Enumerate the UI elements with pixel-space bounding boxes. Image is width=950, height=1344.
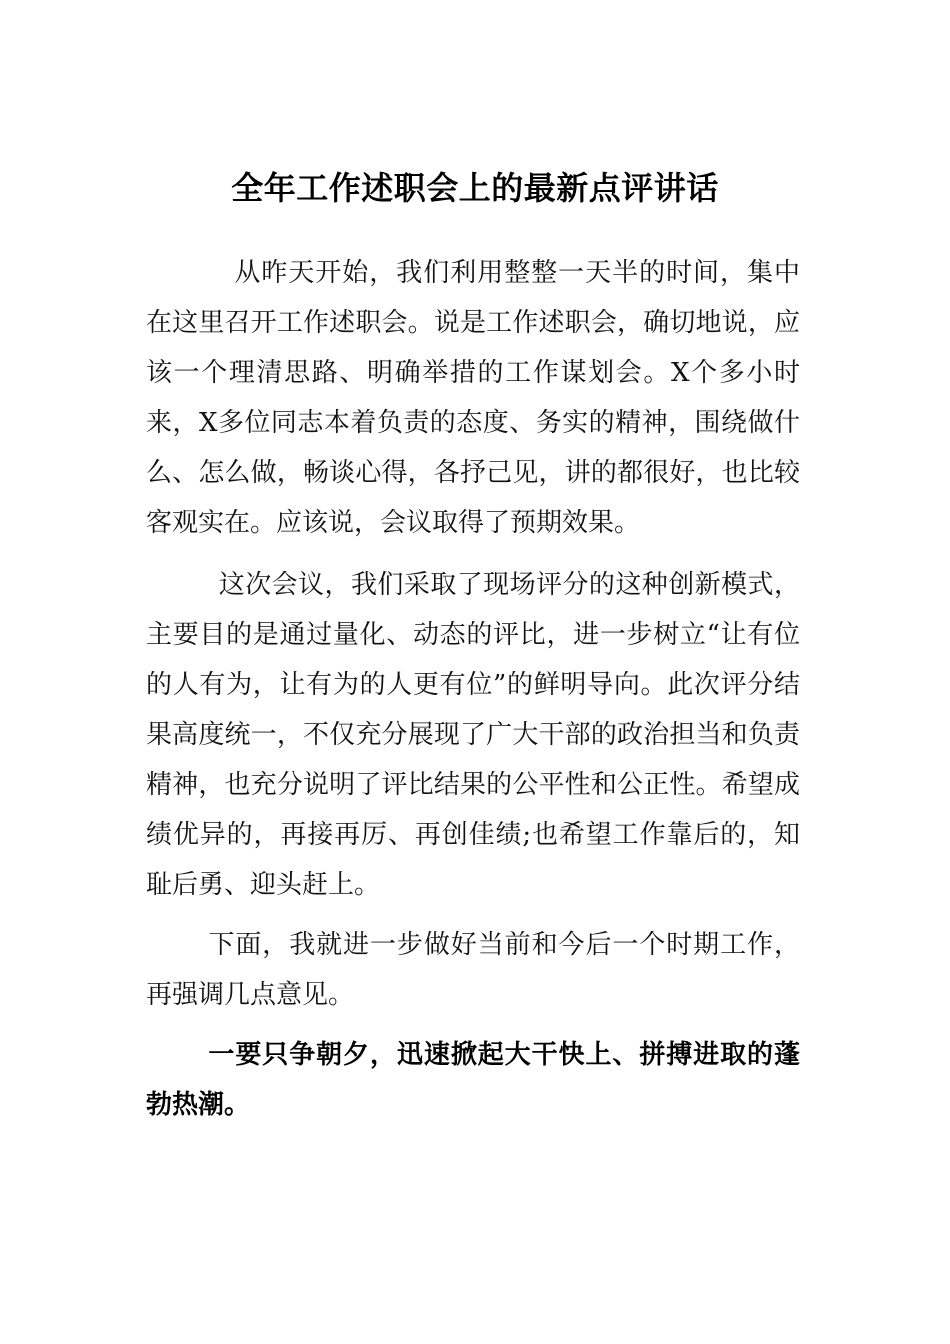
document-title: 全年工作述职会上的最新点评讲话 <box>231 169 719 207</box>
paragraph-scoring: 这次会议，我们采取了现场评分的这种创新模式，主要目的是通过量化、动态的评比，进一步树立“让有位的人有为，让有为的人更有位”的鲜明导向。此次评分结果高度统一，不仅充分展现了广大干部的政治担当和负责精神，也充分说明了评比结果的公平性和公正性。希望成绩优异的，再接再厉、再创佳绩;也希望工作靠后的，知耻后勇、迎头赶上。 <box>146 570 800 900</box>
paragraph-transition: 下面，我就进一步做好当前和今后一个时期工作，再强调几点意见。 <box>146 930 800 1010</box>
section-heading-one: 一要只争朝夕，迅速掀起大干快上、拼搏进取的蓬勃热潮。 <box>146 1040 800 1120</box>
paragraph-intro: 从昨天开始，我们利用整整一天半的时间，集中在这里召开工作述职会。说是工作述职会，确切地说，应该一个理清思路、明确举措的工作谋划会。X个多小时来，X多位同志本着负责的态度、务实的精神，围绕做什么、怎么做，畅谈心得，各抒己见，讲的都很好，也比较客观实在。应该说，会议取得了预期效果。 <box>146 258 800 538</box>
